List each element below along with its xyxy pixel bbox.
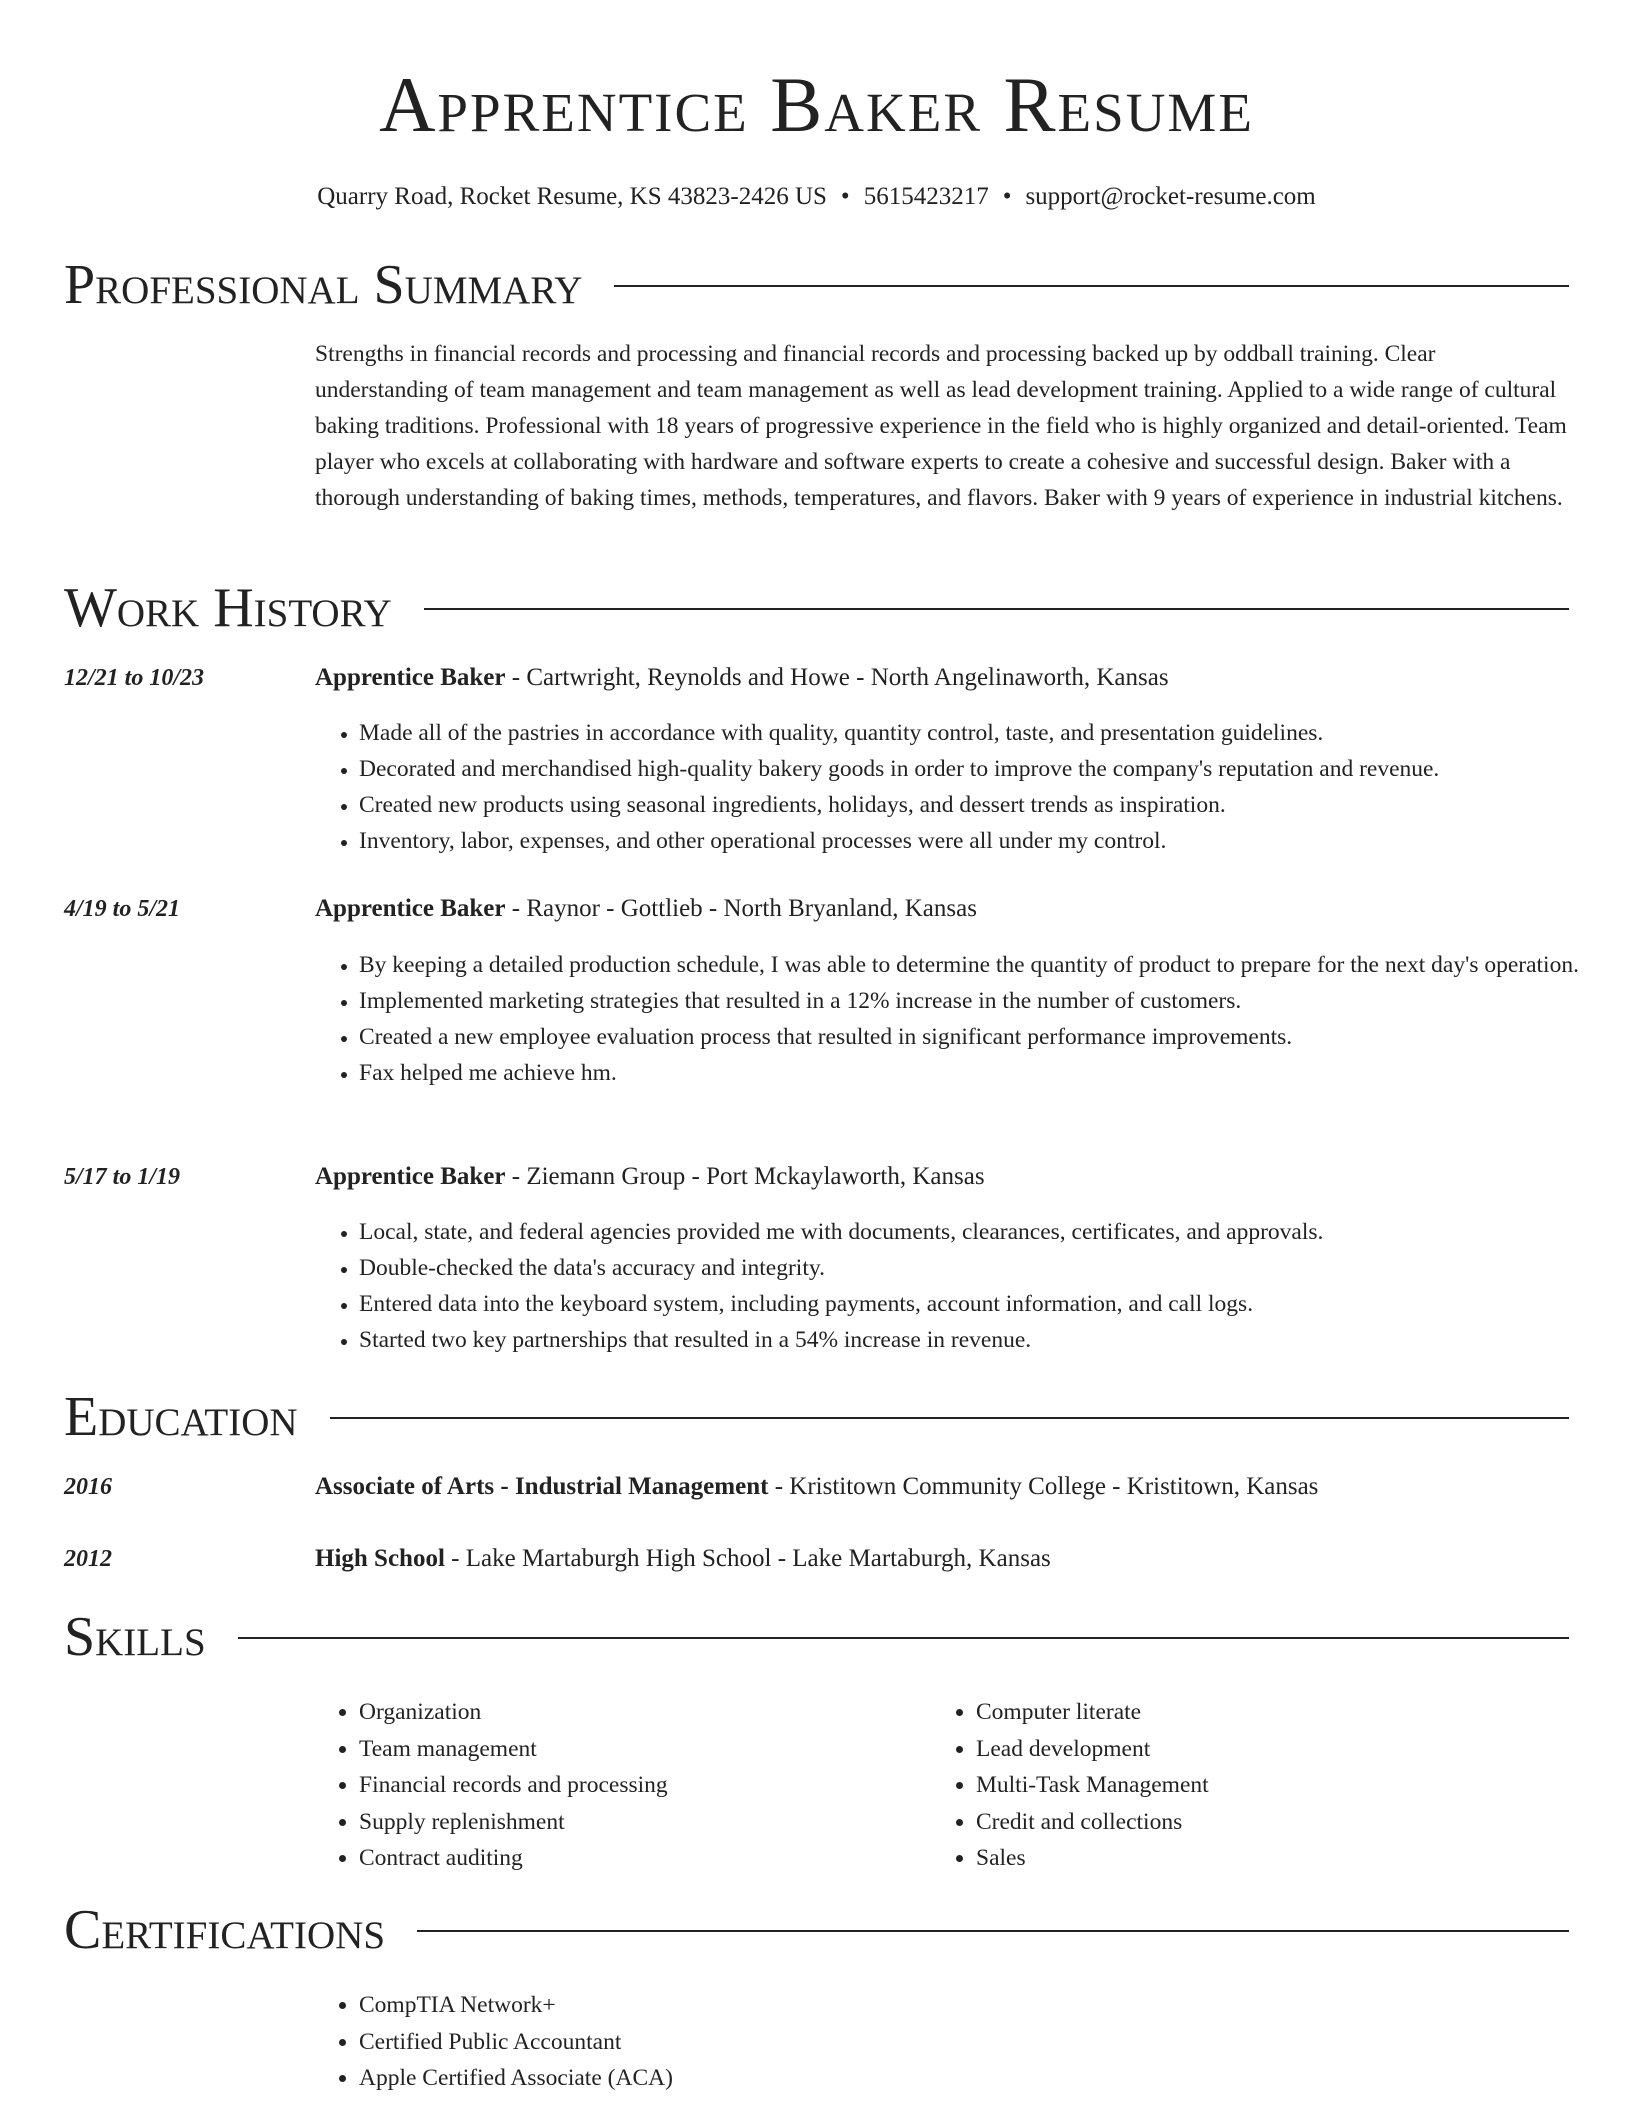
skill-item: • Supply replenishment	[359, 1804, 919, 1841]
job-bullets	[315, 947, 1613, 1091]
job-title: Apprentice Baker	[315, 664, 506, 691]
job-title: Apprentice Baker	[315, 1163, 506, 1190]
resume-title: Apprentice Baker Resume	[379, 61, 1254, 148]
address: Quarry Road, Rocket Resume, KS 43823-2426 US	[317, 183, 827, 210]
school-details: - Kristitown Community College - Kristitown, Kansas	[768, 1473, 1319, 1500]
job-details: - Cartwright, Reynolds and Howe - North Angelinaworth, Kansas	[505, 664, 1169, 691]
job-details: - Ziemann Group - Port Mckaylaworth, Kansas	[505, 1163, 985, 1190]
section-work-heading	[64, 576, 1569, 640]
list-item: • Decorated and merchandised high-quality bakery goods in order to improve the company's reputation and revenue.	[359, 751, 1613, 787]
education-year: 2012	[64, 1546, 112, 1572]
job-header	[315, 1161, 1569, 1193]
certification-item: • Certified Public Accountant	[359, 2024, 1459, 2061]
section-title: Skills	[64, 1606, 206, 1668]
section-education-heading	[64, 1385, 1569, 1449]
education-year: 2016	[64, 1474, 112, 1500]
section-title: Professional Summary	[64, 254, 583, 316]
list-item: • Inventory, labor, expenses, and other operational processes were all under my control.	[359, 823, 1613, 859]
section-divider	[614, 285, 1569, 287]
separator: •	[1002, 183, 1012, 210]
separator: •	[840, 183, 850, 210]
contact-line	[64, 182, 1569, 212]
skill-item: • Multi-Task Management	[976, 1767, 1576, 1804]
job-dates: 5/17 to 1/19	[64, 1164, 181, 1190]
email: support@rocket-resume.com	[1025, 183, 1316, 210]
skill-item: • Lead development	[976, 1731, 1576, 1768]
list-item: • Entered data into the keyboard system, including payments, account information, and call logs.	[359, 1286, 1613, 1322]
section-summary-heading	[64, 253, 1569, 317]
degree: Associate of Arts - Industrial Management	[315, 1473, 769, 1500]
job-title: Apprentice Baker	[315, 895, 506, 922]
list-item: • By keeping a detailed production schedule, I was able to determine the quantity of product to prepare for the next day's operation.	[359, 947, 1613, 983]
section-divider	[417, 1930, 1569, 1932]
skill-item: • Contract auditing	[359, 1840, 919, 1877]
section-skills-heading	[64, 1605, 1569, 1669]
resume-page	[64, 0, 1579, 2091]
list-item: • Created new products using seasonal ingredients, holidays, and dessert trends as inspiration.	[359, 787, 1613, 823]
skill-item: • Computer literate	[976, 1694, 1576, 1731]
job-header	[315, 893, 1569, 925]
section-certifications-heading	[64, 1898, 1569, 1962]
job-header	[315, 662, 1569, 694]
job-dates: 12/21 to 10/23	[64, 665, 205, 691]
education-entry	[315, 1543, 1569, 1575]
skills-list-right	[932, 1694, 1576, 1877]
section-divider	[238, 1637, 1569, 1639]
phone: 5615423217	[863, 183, 989, 210]
list-item: • Double-checked the data's accuracy and integrity.	[359, 1250, 1613, 1286]
job-bullets	[315, 715, 1613, 859]
section-title: Education	[64, 1386, 298, 1448]
certification-item: • Apple Certified Associate (ACA)	[359, 2060, 1459, 2097]
list-item: • Made all of the pastries in accordance with quality, quantity control, taste, and presentation guidelines.	[359, 715, 1613, 751]
summary-text: Strengths in financial records and processing and financial records and processing backed up by oddball training. Clear understanding of team management and team management as well as lead development training. Applied to a wide range of cultural baking traditions. Professional with 18 years of progressive experience in the field who is highly organized and detail-oriented. Team player who excels at collaborating with hardware and software experts to create a cohesive and successful design. Baker with a thorough understanding of baking times, methods, temperatures, and flavors. Baker with 9 years of experience in industrial kitchens.	[315, 341, 1567, 511]
list-item: • Local, state, and federal agencies provided me with documents, clearances, certificates, and approvals.	[359, 1214, 1613, 1250]
skill-item: • Organization	[359, 1694, 919, 1731]
degree: High School	[315, 1545, 445, 1572]
job-dates: 4/19 to 5/21	[64, 896, 181, 922]
certification-item: • CompTIA Network+	[359, 1987, 1459, 2024]
skills-list-left	[315, 1694, 919, 1877]
section-title: Certifications	[64, 1899, 386, 1961]
school-details: - Lake Martaburgh High School - Lake Martaburgh, Kansas	[444, 1545, 1051, 1572]
skill-item: • Team management	[359, 1731, 919, 1768]
certifications-list	[315, 1987, 1459, 2097]
education-entry	[315, 1471, 1569, 1503]
list-item: • Implemented marketing strategies that resulted in a 12% increase in the number of customers.	[359, 983, 1613, 1019]
list-item: • Created a new employee evaluation process that resulted in significant performance improvements.	[359, 1019, 1613, 1055]
skill-item: • Sales	[976, 1840, 1576, 1877]
list-item: • Started two key partnerships that resulted in a 54% increase in revenue.	[359, 1322, 1613, 1358]
job-bullets	[315, 1214, 1613, 1358]
section-divider	[424, 608, 1569, 610]
skill-item: • Credit and collections	[976, 1804, 1576, 1841]
section-divider	[330, 1417, 1569, 1419]
job-details: - Raynor - Gottlieb - North Bryanland, Kansas	[505, 895, 977, 922]
list-item: • Fax helped me achieve hm.	[359, 1055, 1613, 1091]
skill-item: • Financial records and processing	[359, 1767, 919, 1804]
section-title: Work History	[64, 577, 392, 639]
